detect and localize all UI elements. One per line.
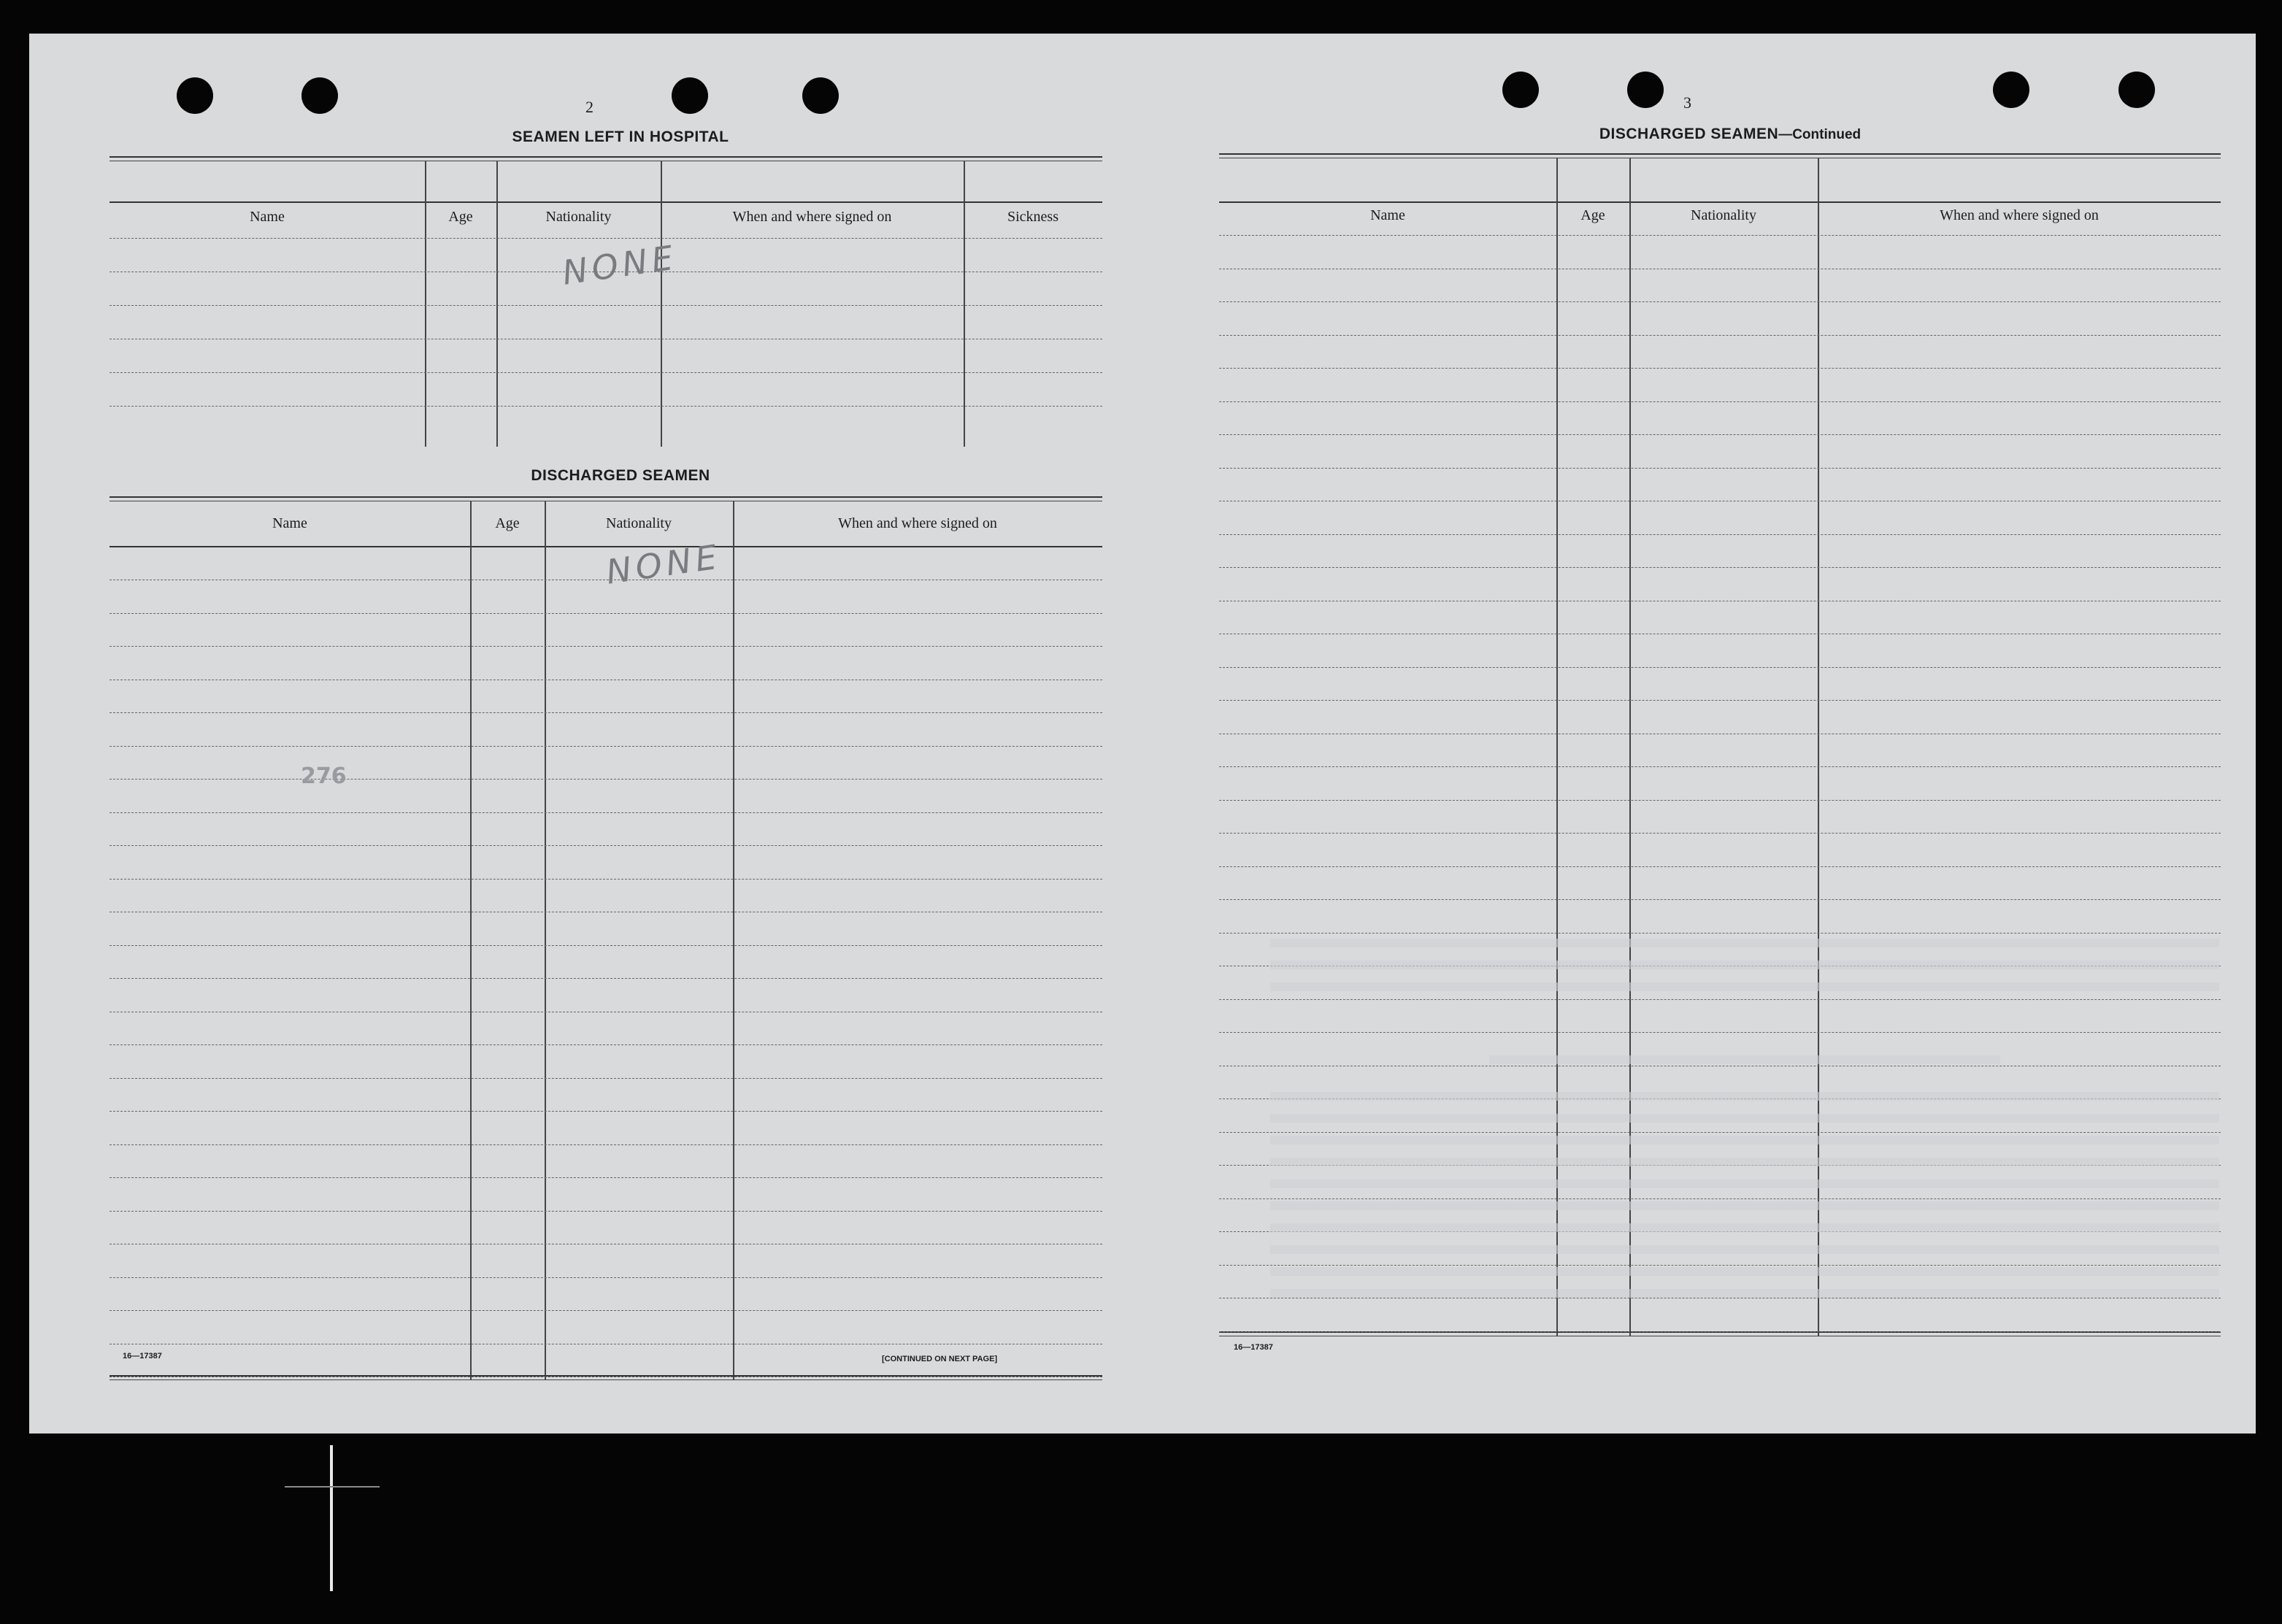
handwritten-none: NONE [604,536,724,592]
document-sheet [29,34,2256,1433]
table-row-line [1219,401,2221,402]
table-row-line [1219,866,2221,867]
table-row-line [1219,335,2221,336]
column-header-signed-on: When and where signed on [732,209,892,225]
scratch-mark [285,1486,380,1488]
table-row-line [1219,1331,2221,1332]
column-header-age: Age [1580,207,1605,223]
table-row-line [110,613,1102,614]
form-number: 16—17387 [1234,1343,1273,1352]
table-row-line [110,712,1102,713]
table-row-line [110,1310,1102,1311]
table-row-line [1219,235,2221,236]
table-row-line [110,1144,1102,1145]
table-row-line [1219,468,2221,469]
column-header-nationality: Nationality [545,209,612,225]
table-row-line [1219,766,2221,767]
hospital-table [110,156,1102,447]
section-title-discharged: DISCHARGED SEAMEN [531,467,710,484]
binder-hole [672,77,708,114]
column-header-name: Name [250,209,285,225]
stamp-number: 276 [301,763,347,789]
column-header-signed-on: When and where signed on [1940,207,2099,223]
table-row-line [1219,899,2221,900]
table-row-line [110,305,1102,306]
title-main: DISCHARGED SEAMEN [1599,126,1779,142]
table-row-line [1219,667,2221,668]
table-row-line [110,978,1102,979]
table-row-line [110,372,1102,373]
binder-hole [1502,72,1539,108]
table-row-line [110,1044,1102,1045]
column-header-age: Age [448,209,473,225]
column-header-signed-on: When and where signed on [838,515,997,531]
column-header-name: Name [1370,207,1405,223]
page-number: 3 [1683,93,1691,112]
table-row-line [1219,301,2221,302]
page-number: 2 [585,98,593,116]
binder-hole [2118,72,2155,108]
table-row-line [1219,700,2221,701]
handwritten-none: NONE [560,237,680,293]
column-header-age: Age [495,515,520,531]
table-row-line [110,779,1102,780]
table-row-line [110,945,1102,946]
table-row-line [110,812,1102,813]
table-row-line [110,746,1102,747]
table-row-line [110,646,1102,647]
continued-note: [CONTINUED ON NEXT PAGE] [882,1355,998,1363]
binder-hole [177,77,213,114]
table-row-line [1219,434,2221,435]
scratch-mark [330,1445,333,1591]
binder-hole [1993,72,2029,108]
table-row-line [110,879,1102,880]
table-row-line [1219,833,2221,834]
table-row-line [110,1078,1102,1079]
section-title-discharged-continued [1219,126,2241,143]
section-title-hospital: SEAMEN LEFT IN HOSPITAL [512,128,729,145]
table-row-line [110,845,1102,846]
table-row-line [1219,800,2221,801]
column-header-nationality: Nationality [1691,207,1756,223]
discharged-table-left [110,496,1102,1379]
table-row-line [1219,933,2221,934]
table-row-line [110,1177,1102,1178]
binder-hole [301,77,338,114]
table-row-line [110,1277,1102,1278]
bleed-through-text [1270,939,2219,1318]
table-row-line [110,406,1102,407]
table-row-line [1219,567,2221,568]
form-number: 16—17387 [123,1352,162,1361]
table-row-line [1219,534,2221,535]
binder-hole [802,77,839,114]
table-row-line [1219,368,2221,369]
title-suffix: —Continued [1778,127,1862,142]
binder-hole [1627,72,1664,108]
column-header-name: Name [272,515,307,531]
table-row-line [110,1211,1102,1212]
column-header-sickness: Sickness [1007,209,1059,225]
column-header-nationality: Nationality [606,515,672,531]
table-row-line [110,1111,1102,1112]
table-row-line [110,238,1102,239]
